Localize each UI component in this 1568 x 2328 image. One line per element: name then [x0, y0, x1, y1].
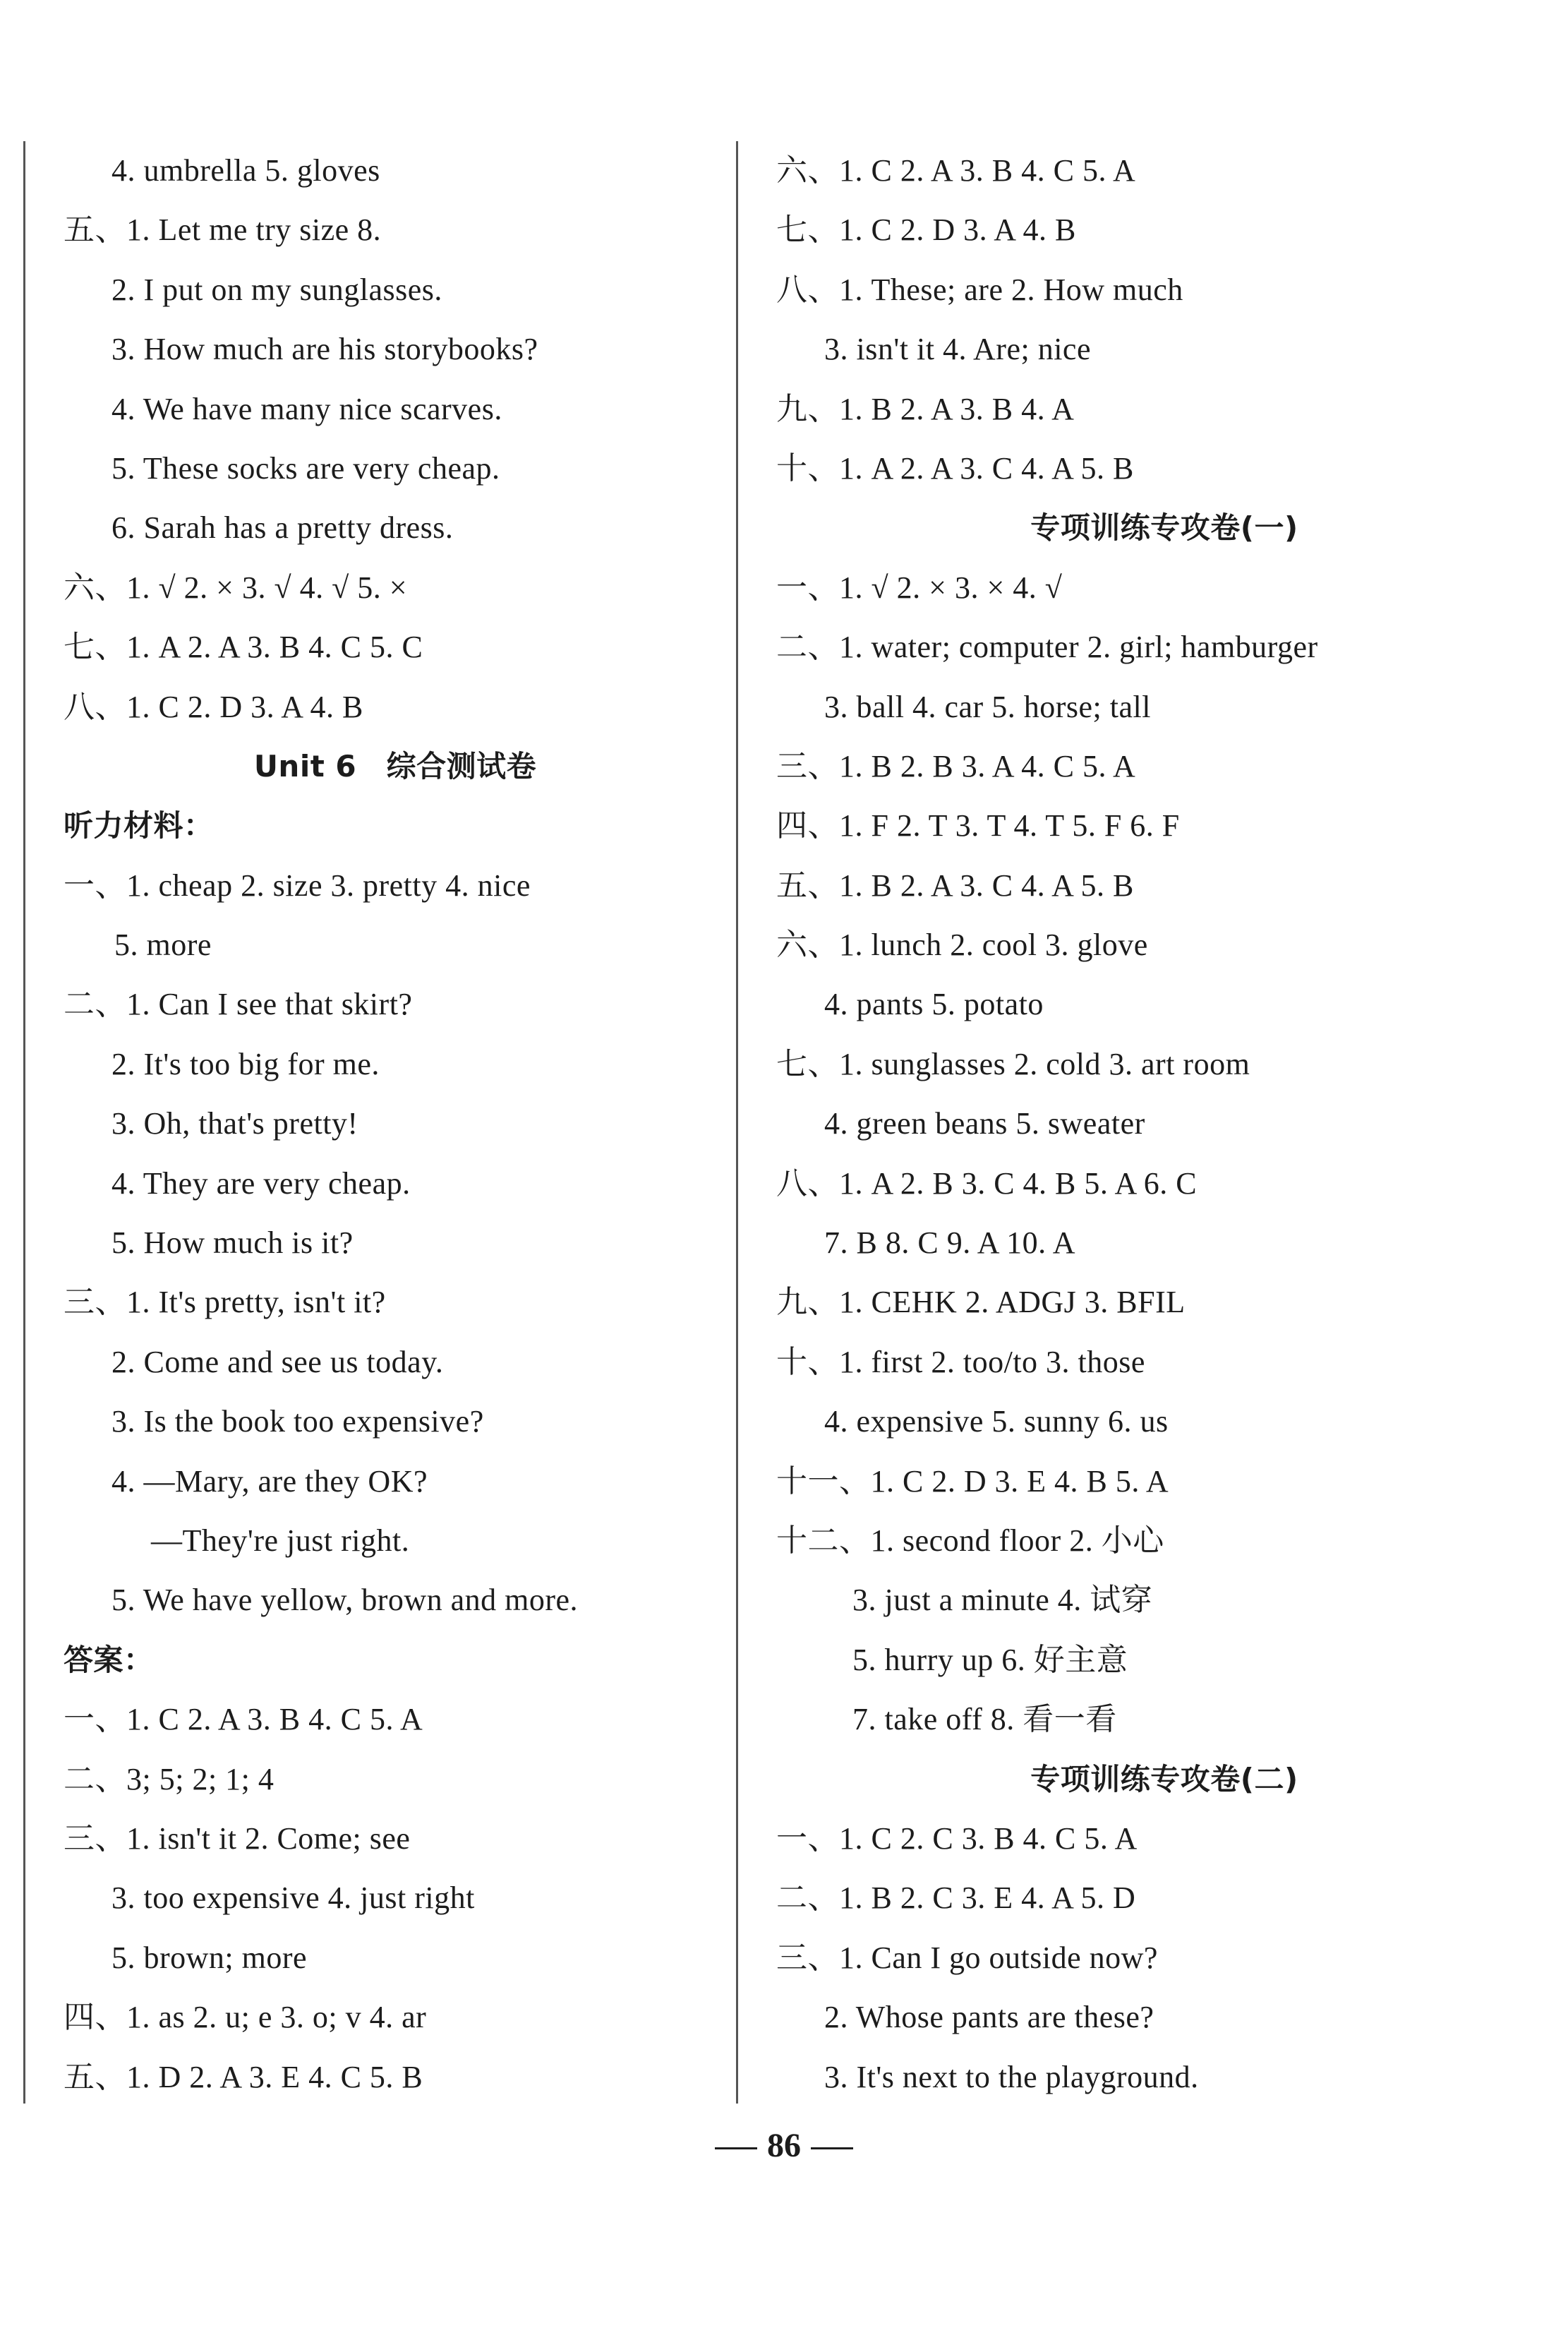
right-column	[776, 141, 1552, 2107]
answer-line: 六、1. C 2. A 3. B 4. C 5. A	[776, 153, 1136, 188]
answer-line: 七、1. sunglasses 2. cold 3. art room	[776, 1046, 1250, 1081]
answer-line: 4. umbrella 5. gloves	[111, 153, 380, 188]
section-label: 答案：	[64, 1642, 154, 1677]
answer-line: 九、1. CEHK 2. ADGJ 3. BFIL	[776, 1285, 1186, 1320]
answer-line: 八、1. C 2. D 3. A 4. B	[64, 689, 363, 724]
answer-line: 八、1. These; are 2. How much	[776, 272, 1183, 307]
answer-line: 十二、1. second floor 2. 小心	[776, 1523, 1164, 1558]
column-divider	[736, 141, 738, 2104]
answer-line: 3. Oh, that's pretty!	[111, 1106, 358, 1141]
answer-line: 3. It's next to the playground.	[824, 2059, 1199, 2094]
answer-line: 4. They are very cheap.	[111, 1165, 411, 1201]
section-heading: 专项训练专攻卷(一)	[1030, 510, 1298, 546]
answer-line: 3. too expensive 4. just right	[111, 1880, 475, 1916]
answer-line: 5. These socks are very cheap.	[111, 450, 500, 486]
answer-line: 7. B 8. C 9. A 10. A	[824, 1225, 1075, 1261]
answer-line: 2. It's too big for me.	[111, 1046, 380, 1081]
answer-line: 3. How much are his storybooks?	[111, 332, 538, 367]
answer-line: 一、1. C 2. A 3. B 4. C 5. A	[64, 1702, 423, 1737]
answer-line: 5. brown; more	[111, 1940, 308, 1975]
left-column	[64, 141, 727, 2107]
answer-line: 7. take off 8. 看一看	[852, 1702, 1117, 1737]
answer-line: 四、1. as 2. u; e 3. o; v 4. ar	[64, 2000, 427, 2035]
answer-line: 五、1. D 2. A 3. E 4. C 5. B	[64, 2059, 423, 2094]
answer-line: 三、1. Can I go outside now?	[776, 1940, 1158, 1975]
answer-line: 5. We have yellow, brown and more.	[111, 1583, 579, 1618]
answer-line: 六、1. √ 2. × 3. √ 4. √ 5. ×	[64, 570, 408, 605]
answer-line: 3. isn't it 4. Are; nice	[824, 332, 1091, 367]
answer-line: 二、1. B 2. C 3. E 4. A 5. D	[776, 1880, 1136, 1916]
answer-line: 2. I put on my sunglasses.	[111, 272, 442, 307]
answer-line: 4. —Mary, are they OK?	[111, 1463, 428, 1499]
answer-line: 三、1. It's pretty, isn't it?	[64, 1285, 386, 1320]
answer-line: 4. We have many nice scarves.	[111, 391, 502, 426]
answer-line: 十、1. first 2. too/to 3. those	[776, 1344, 1145, 1379]
answer-line: 一、1. cheap 2. size 3. pretty 4. nice	[64, 868, 531, 903]
answer-line: 七、1. A 2. A 3. B 4. C 5. C	[64, 630, 423, 665]
left-margin-rule	[23, 141, 25, 2104]
answer-line: 3. just a minute 4. 试穿	[852, 1583, 1153, 1618]
answer-line: 二、1. water; computer 2. girl; hamburger	[776, 630, 1318, 665]
answer-line: 4. pants 5. potato	[824, 987, 1044, 1022]
page-number-dash-right	[811, 2147, 853, 2149]
answer-line: 十、1. A 2. A 3. C 4. A 5. B	[776, 450, 1134, 486]
answer-line: 二、3; 5; 2; 1; 4	[64, 1761, 275, 1796]
answer-line: 十一、1. C 2. D 3. E 4. B 5. A	[776, 1463, 1169, 1499]
answer-line: 5. How much is it?	[111, 1225, 354, 1261]
section-heading: Unit 6 综合测试卷	[253, 748, 537, 784]
answer-line: —They're just right.	[151, 1523, 410, 1558]
page-number-value: 86	[767, 2127, 801, 2164]
answer-line: 五、1. B 2. A 3. C 4. A 5. B	[776, 868, 1134, 903]
answer-line: 5. hurry up 6. 好主意	[852, 1642, 1128, 1677]
page-number	[0, 2125, 1568, 2167]
answer-line: 3. ball 4. car 5. horse; tall	[824, 689, 1151, 724]
section-label: 听力材料：	[64, 808, 214, 844]
answer-line: 5. more	[114, 928, 212, 963]
section-heading: 专项训练专攻卷(二)	[1030, 1761, 1298, 1796]
answer-line: 一、1. C 2. C 3. B 4. C 5. A	[776, 1820, 1138, 1856]
answer-line: 2. Whose pants are these?	[824, 2000, 1154, 2035]
answer-line: 2. Come and see us today.	[111, 1344, 444, 1379]
answer-line: 6. Sarah has a pretty dress.	[111, 510, 454, 546]
answer-line: 九、1. B 2. A 3. B 4. A	[776, 391, 1075, 426]
answer-line: 三、1. B 2. B 3. A 4. C 5. A	[776, 748, 1136, 784]
answer-line: 3. Is the book too expensive?	[111, 1404, 484, 1439]
answer-line: 七、1. C 2. D 3. A 4. B	[776, 212, 1076, 248]
answer-line: 二、1. Can I see that skirt?	[64, 987, 413, 1022]
answer-line: 一、1. √ 2. × 3. × 4. √	[776, 570, 1063, 605]
answer-line: 四、1. F 2. T 3. T 4. T 5. F 6. F	[776, 808, 1180, 844]
answer-line: 八、1. A 2. B 3. C 4. B 5. A 6. C	[776, 1165, 1198, 1201]
answer-line: 五、1. Let me try size 8.	[64, 212, 382, 248]
answer-line: 三、1. isn't it 2. Come; see	[64, 1820, 411, 1856]
answer-line: 4. green beans 5. sweater	[824, 1106, 1145, 1141]
page-number-dash-left	[715, 2147, 757, 2149]
answer-line: 4. expensive 5. sunny 6. us	[824, 1404, 1169, 1439]
answer-line: 六、1. lunch 2. cool 3. glove	[776, 928, 1148, 963]
